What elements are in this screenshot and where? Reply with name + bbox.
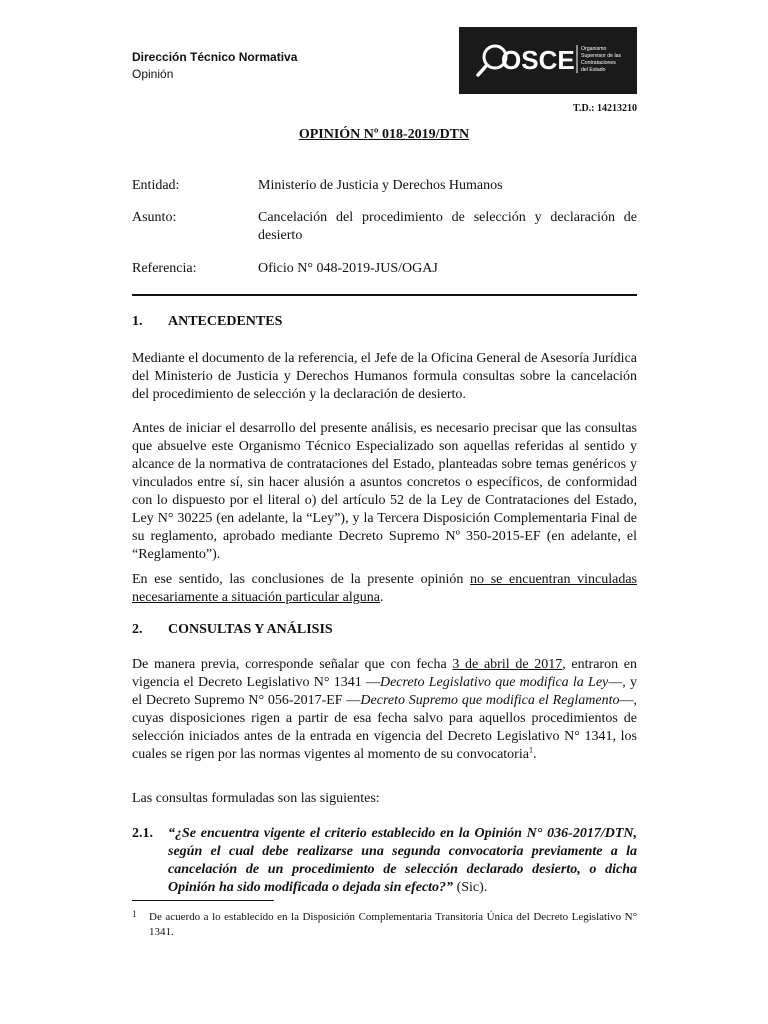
section-1-number: 1. [132,314,143,329]
consultas-intro: Las consultas formuladas son las siguientes: [132,791,380,806]
section-2-title: CONSULTAS Y ANÁLISIS [168,622,333,637]
referencia-label: Referencia: [132,261,197,276]
opinion-title: OPINIÓN Nº 018-2019/DTN [298,127,470,142]
question-2-1-text: “¿Se encuentra vigente el criterio establecido en la Opinión N° 036-2017/DTN, según el cual debe realizarse una segunda convocatoria previamente a la cancelación de un procedimiento de selección declarado desierto, o dicha Opinión ha sido modificada o dejada sin efecto?” [168,826,637,895]
asunto-label: Asunto: [132,210,177,225]
logo-subtext: Organismo Supervisor de las Contrataciones del Estado [581,46,622,73]
effective-date: 3 de abril de 2017 [452,657,563,672]
header-divider [132,294,637,296]
section-1-title: ANTECEDENTES [168,314,283,329]
asunto-value: Cancelación del procedimiento de selección y declaración de desierto [258,210,637,243]
header-department-block [132,49,297,83]
underlined-disclaimer: no se encuentran vinculadas necesariamente a situación particular alguna [132,572,637,605]
entidad-value: Ministerio de Justicia y Derechos Humanos [258,178,503,193]
department-name: Dirección Técnico Normativa [132,50,298,64]
antecedentes-paragraph-1: Mediante el documento de la referencia, el Jefe de la Oficina General de Asesoría Jurídica del Ministerio de Justicia y Derechos Humanos formula consultas sobre la cancelación del procedimiento de selección y la declaración de desierto. [132,351,637,402]
td-number: T.D.: 14213210 [573,103,637,114]
footnote-text: De acuerdo a lo establecido en la Disposición Complementaria Transitoria Única del Decreto Legislativo N° 1341. [149,911,637,938]
entidad-label: Entidad: [132,178,180,193]
footnote-1 [132,910,637,940]
question-2-1: 2.1. “¿Se encuentra vigente el criterio establecido en la Opinión N° 036-2017/DTN, según el cual debe realizarse una segunda convocatoria previamente a la cancelación de un procedimiento de selección declarado desierto, o dicha Opinión ha sido modificada o dejada sin efecto?” (Sic). [132,826,637,895]
footnote-ref-1: 1 [528,745,533,755]
consultas-paragraph-1: De manera previa, corresponde señalar que con fecha 3 de abril de 2017, entraron en vigencia el Decreto Legislativo N° 1341 —Decreto Legislativo que modifica la Ley—, y el Decreto Supremo N° 056-2017-EF —Decreto Supremo que modifica el Reglamento—, cuyas disposiciones rigen a partir de esa fecha salvo para aquellos procedimientos de selección iniciados antes de la entrada en vigencia del Decreto Legislativo N° 1341, los cuales se rigen por las normas vigentes al momento de su convocatoria$^1$. [132,657,637,762]
section-2-number: 2. [132,622,143,637]
document-type: Opinión [132,67,174,81]
osce-logo [459,27,637,94]
referencia-value: Oficio N° 048-2019-JUS/OGAJ [258,261,438,276]
footnote-divider [132,900,274,901]
antecedentes-paragraph-2: Antes de iniciar el desarrollo del presente análisis, es necesario precisar que las consultas que absuelve este Organismo Técnico Especializado son aquellas referidas al sentido y alcance de la normativa de contrataciones del Estado, planteadas sobre temas genéricos y vinculados entre sí, sin hacer alusión a asuntos concretos o específicos, de conformidad con lo dispuesto por el literal o) del artículo 52 de la Ley de Contrataciones del Estado, Ley N° 30225 (en adelante, la “Ley”), y la Tercera Disposición Complementaria Final de su reglamento, aprobado mediante Decreto Supremo Nº 350-2015-EF (en adelante, el “Reglamento”). [132,421,637,562]
footnote-number: 1 [132,909,137,919]
question-2-1-number: 2.1. [132,826,153,841]
logo-wordmark: OSCE [501,45,575,75]
antecedentes-paragraph-3: En ese sentido, las conclusiones de la presente opinión no se encuentran vinculadas necesariamente a situación particular alguna. [132,572,637,605]
